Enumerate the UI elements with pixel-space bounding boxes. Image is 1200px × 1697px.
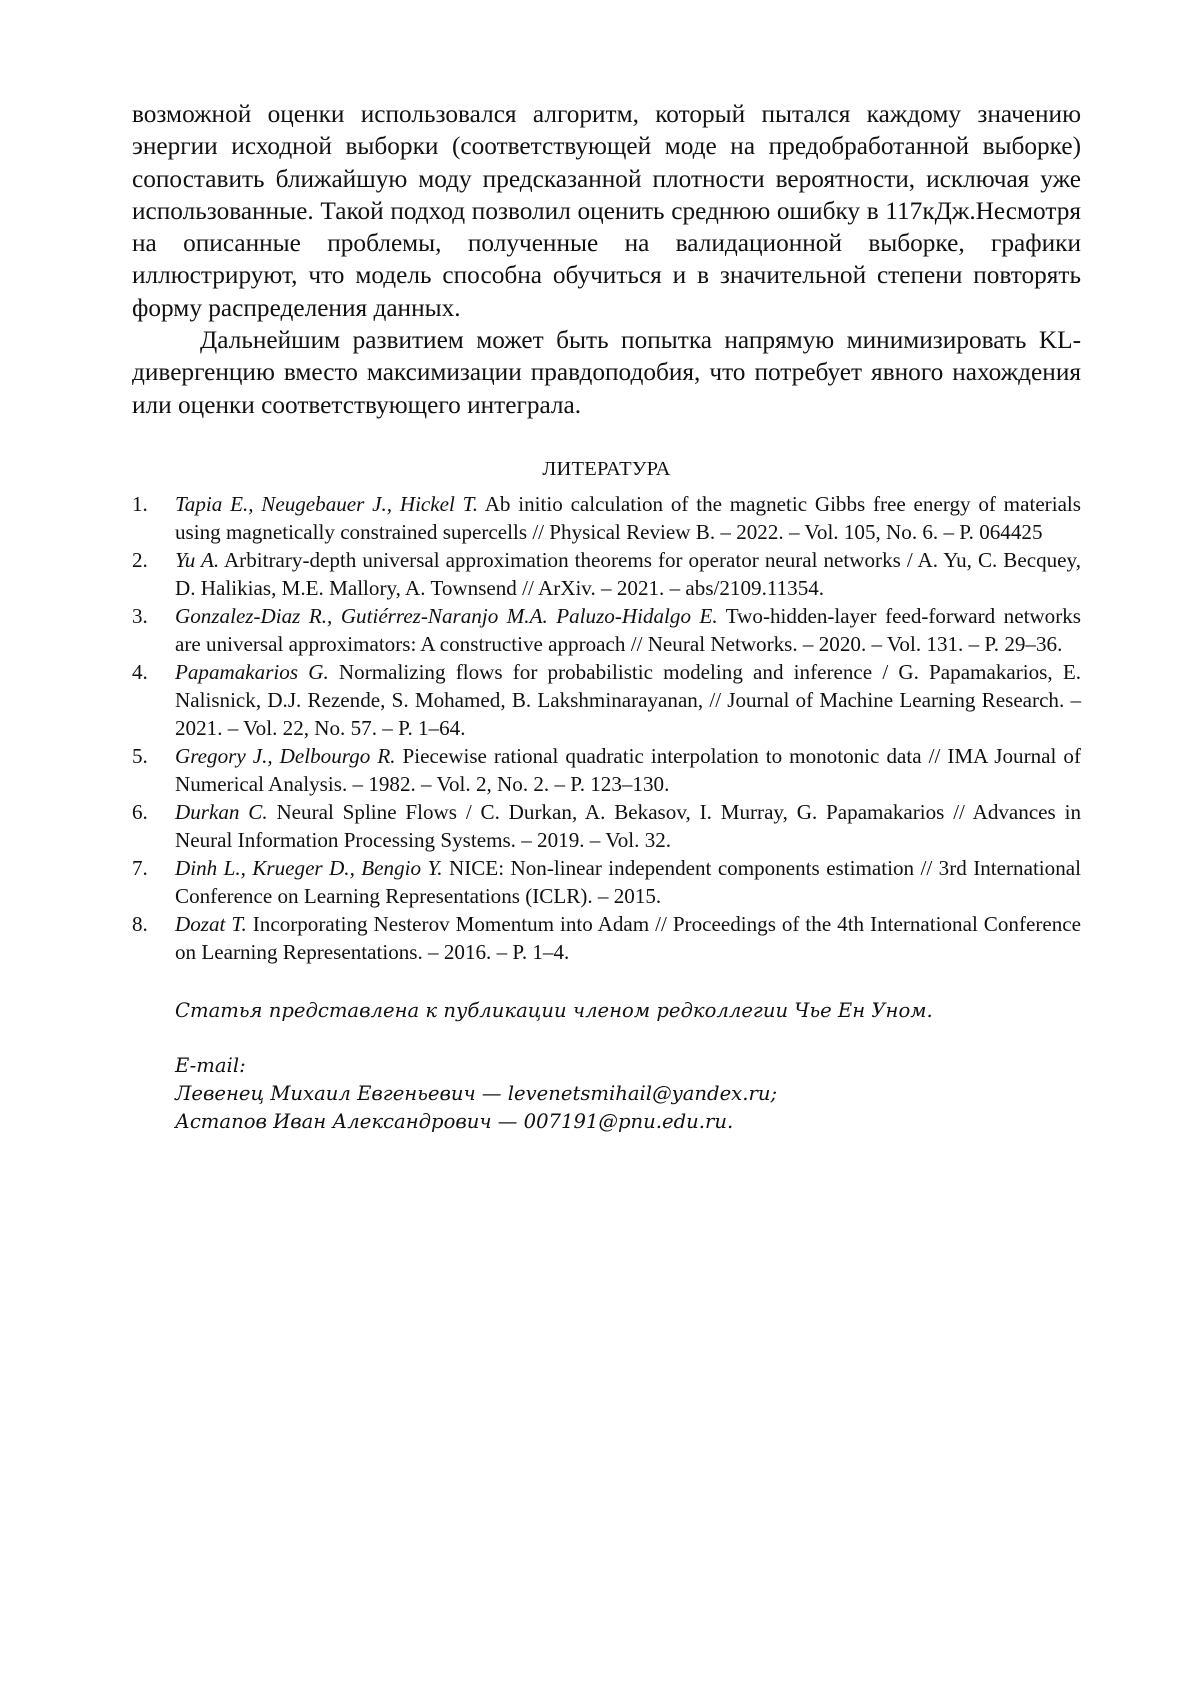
reference-item <box>132 798 1081 854</box>
article-footer <box>175 997 1081 1136</box>
reference-item <box>132 546 1081 602</box>
reference-number: 2. <box>132 546 148 574</box>
document-page <box>0 0 1200 1697</box>
references-list <box>132 490 1081 966</box>
reference-authors: Durkan C. <box>175 800 268 824</box>
reference-text: Neural Spline Flows / C. Durkan, A. Bekasov, I. Murray, G. Papamakarios // Advances in Neural Information Processing Systems. – 2019. – Vol. 32. <box>175 800 1081 852</box>
reference-text: Incorporating Nesterov Momentum into Adam // Proceedings of the 4th International Conference on Learning Representations. – 2016. – P. 1–4. <box>175 912 1081 964</box>
reference-number: 3. <box>132 602 148 630</box>
reference-number: 1. <box>132 490 148 518</box>
body-paragraph: Дальнейшим развитием может быть попытка напрямую минимизировать KL-дивергенцию вместо максимизации правдоподобия, что потребует явного нахождения или оценки соответствующего интеграла. <box>132 324 1081 421</box>
editorial-note: Статья представлена к публикации членом редколлегии Чье Ен Уном. <box>175 997 1081 1025</box>
reference-text: Ab initio calculation of the magnetic Gibbs free energy of materials using magnetically constrained supercells // Physical Review B. – 2022. – Vol. 105, No. 6. – P. 064425 <box>175 492 1081 544</box>
author-contact: Левенец Михаил Евгеньевич — levenetsmihail@yandex.ru; <box>175 1080 1081 1108</box>
reference-item <box>132 742 1081 798</box>
reference-item <box>132 910 1081 966</box>
reference-item <box>132 602 1081 658</box>
reference-authors: Dinh L., Krueger D., Bengio Y. <box>175 856 443 880</box>
reference-item <box>132 658 1081 742</box>
reference-item <box>132 854 1081 910</box>
reference-number: 7. <box>132 854 148 882</box>
reference-text: Arbitrary-depth universal approximation theorems for operator neural networks / A. Yu, C. Becquey, D. Halikias, M.E. Mallory, A. Townsend // ArXiv. – 2021. – abs/2109.11354. <box>175 548 1081 600</box>
reference-number: 8. <box>132 910 148 938</box>
reference-item <box>132 490 1081 546</box>
reference-authors: Yu A. <box>175 548 219 572</box>
reference-text: Two-hidden-layer feed-forward networks are universal approximators: A constructive approach // Neural Networks. – 2020. – Vol. 131. – P. 29–36. <box>175 604 1081 656</box>
author-contact: Астапов Иван Александрович — 007191@pnu.edu.ru. <box>175 1108 1081 1136</box>
reference-authors: Gregory J., Delbourgo R. <box>175 744 396 768</box>
reference-text: NICE: Non-linear independent components estimation // 3rd International Conference on Learning Representations (ICLR). – 2015. <box>175 856 1081 908</box>
reference-text: Normalizing flows for probabilistic modeling and inference / G. Papamakarios, E. Nalisnick, D.J. Rezende, S. Mohamed, B. Lakshminarayanan, // Journal of Machine Learning Research. – 2021. – Vol. 22, No. 57. – P. 1–64. <box>175 660 1081 740</box>
body-paragraph: возможной оценки использовался алгоритм, который пытался каждому значению энергии исходной выборки (соответствующей моде на предобработанной выборке) сопоставить ближайшую моду предсказанной плотности вероятности, исключая уже использованные. Такой подход позволил оценить среднюю ошибку в 117кДж.Несмотря на описанные проблемы, полученные на валидационной выборке, графики иллюстрируют, что модель способна обучиться и в значительной степени повторять форму распределения данных. <box>132 98 1081 324</box>
reference-number: 5. <box>132 742 148 770</box>
article-body <box>132 98 1081 421</box>
reference-text: Piecewise rational quadratic interpolation to monotonic data // IMA Journal of Numerical Analysis. – 1982. – Vol. 2, No. 2. – P. 123–130. <box>175 744 1081 796</box>
reference-authors: Tapia E., Neugebauer J., Hickel T. <box>175 492 478 516</box>
references-heading: ЛИТЕРАТУРА <box>132 456 1081 482</box>
reference-authors: Papamakarios G. <box>175 660 329 684</box>
email-label: E-mail: <box>175 1052 1081 1080</box>
reference-number: 4. <box>132 658 148 686</box>
reference-authors: Gonzalez-Diaz R., Gutiérrez-Naranjo M.A. Paluzo-Hidalgo E. <box>175 604 718 628</box>
reference-authors: Dozat T. <box>175 912 247 936</box>
reference-number: 6. <box>132 798 148 826</box>
